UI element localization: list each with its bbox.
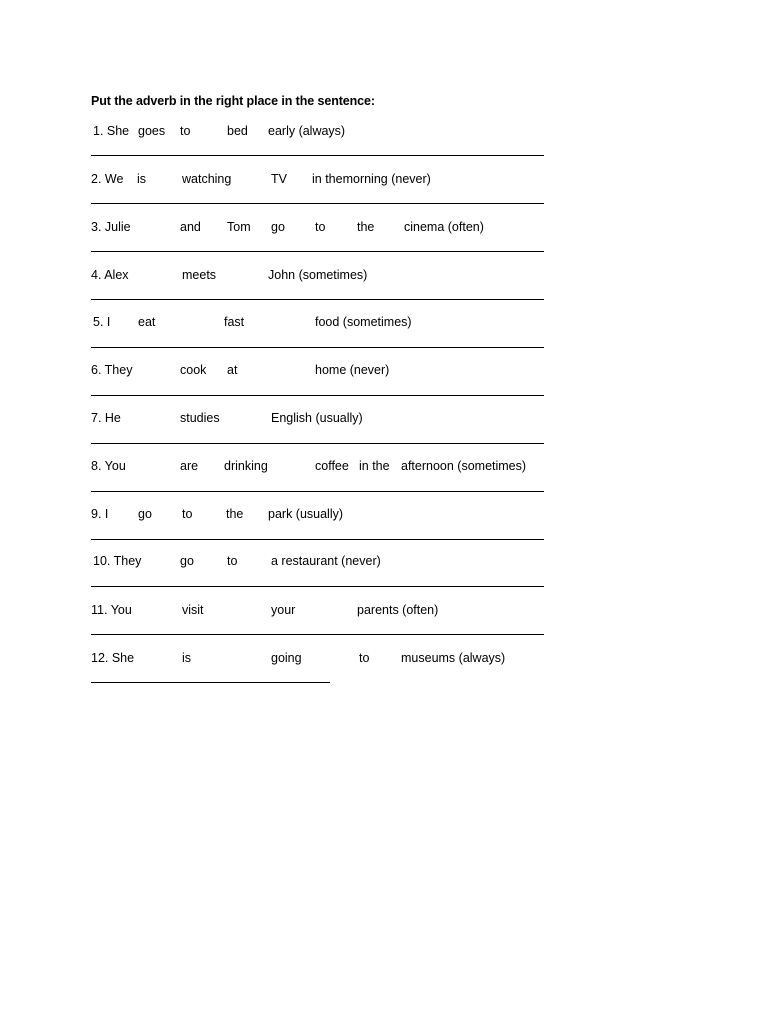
sentence-word: food (sometimes): [315, 315, 412, 329]
sentence-word: home (never): [315, 363, 390, 377]
answer-line: [91, 299, 544, 300]
sentence-word: TV: [271, 172, 287, 186]
answer-line: [91, 395, 544, 396]
sentence-word: in the: [359, 459, 390, 473]
sentence-word: drinking: [224, 459, 268, 473]
sentence-word: meets: [182, 268, 217, 282]
answer-line: [91, 443, 544, 444]
sentence-word: park (usually): [268, 507, 344, 521]
sentence-word: goes: [138, 124, 166, 138]
answer-line: [91, 539, 544, 540]
answer-line: [91, 491, 544, 492]
sentence-word: to: [359, 651, 370, 665]
sentence-word: 9. I: [91, 507, 109, 521]
sentence-word: studies: [180, 411, 220, 425]
sentence-word: early (always): [268, 124, 346, 138]
sentence-word: your: [271, 603, 296, 617]
sentence-word: go: [138, 507, 152, 521]
sentence-word: to: [182, 507, 193, 521]
sentence-word: and: [180, 220, 201, 234]
sentence-word: to: [180, 124, 191, 138]
sentence-word: the: [357, 220, 375, 234]
sentence-word: to: [315, 220, 326, 234]
sentence-word: fast: [224, 315, 245, 329]
sentence-word: a restaurant (never): [271, 554, 381, 568]
sentence-word: are: [180, 459, 199, 473]
sentence-word: to: [227, 554, 238, 568]
sentence-word: John (sometimes): [268, 268, 368, 282]
sentence-word: 8. You: [91, 459, 126, 473]
sentence-word: 7. He: [91, 411, 121, 425]
sentence-word: coffee: [315, 459, 349, 473]
sentence-word: 11. You: [91, 603, 132, 617]
sentence-word: is: [182, 651, 192, 665]
sentence-word: 2. We: [91, 172, 124, 186]
sentence-word: eat: [138, 315, 156, 329]
answer-line: [91, 251, 544, 252]
sentence-word: afternoon (sometimes): [401, 459, 527, 473]
sentence-word: museums (always): [401, 651, 506, 665]
sentence-word: in themorning (never): [312, 172, 431, 186]
answer-line: [91, 586, 544, 587]
sentence-word: visit: [182, 603, 204, 617]
sentence-word: watching: [182, 172, 232, 186]
sentence-word: 6. They: [91, 363, 133, 377]
answer-line: [91, 634, 544, 635]
sentence-word: at: [227, 363, 238, 377]
sentence-word: go: [271, 220, 285, 234]
sentence-word: 3. Julie: [91, 220, 131, 234]
sentence-word: 12. She: [91, 651, 135, 665]
answer-line: [91, 203, 544, 204]
sentence-word: 4. Alex: [91, 268, 129, 282]
sentence-word: going: [271, 651, 302, 665]
sentence-word: English (usually): [271, 411, 363, 425]
sentence-word: cook: [180, 363, 207, 377]
sentence-word: cinema (often): [404, 220, 484, 234]
answer-line: [91, 155, 544, 156]
instruction-heading: Put the adverb in the right place in the sentence:: [91, 94, 375, 108]
sentence-word: 5. I: [93, 315, 111, 329]
sentence-word: parents (often): [357, 603, 439, 617]
sentence-word: 10. They: [93, 554, 142, 568]
sentence-word: is: [137, 172, 147, 186]
answer-line: [91, 347, 544, 348]
sentence-word: the: [226, 507, 244, 521]
answer-line: [91, 682, 330, 683]
sentence-word: go: [180, 554, 194, 568]
sentence-word: bed: [227, 124, 248, 138]
sentence-word: 1. She: [93, 124, 130, 138]
sentence-word: Tom: [227, 220, 251, 234]
